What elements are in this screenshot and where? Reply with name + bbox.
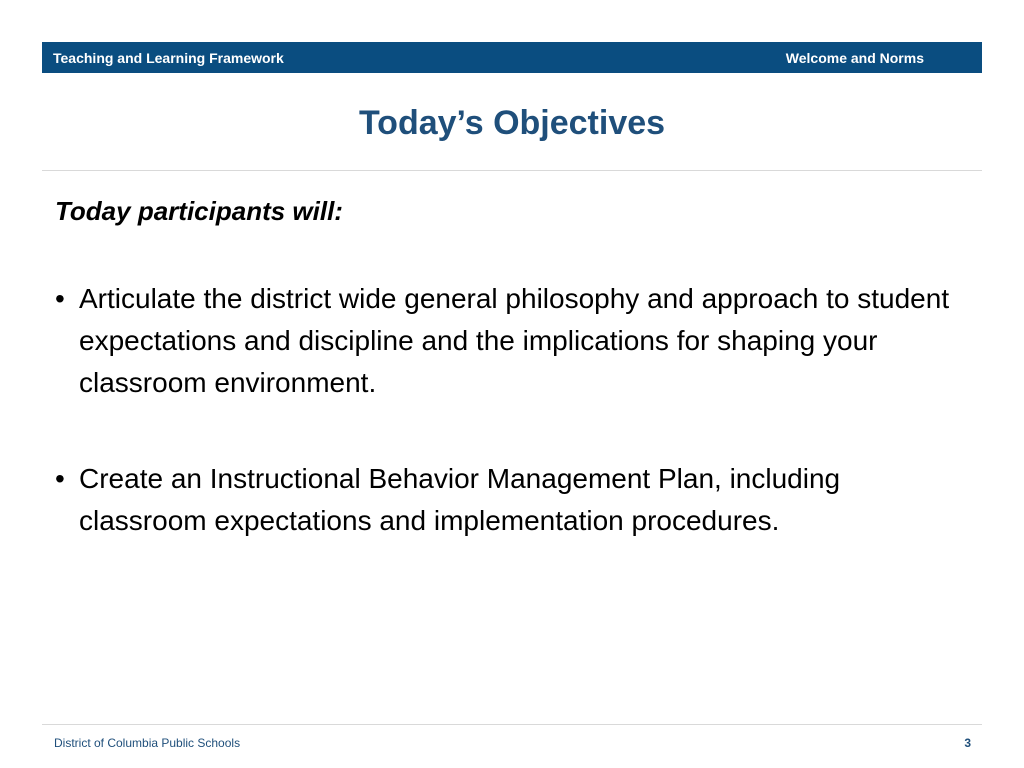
header-bar	[42, 42, 982, 73]
slide-title: Today’s Objectives	[358, 104, 666, 142]
objectives-list	[55, 278, 955, 596]
objective-item	[55, 278, 955, 404]
header-section-title: Teaching and Learning Framework	[53, 50, 284, 66]
objective-text: Articulate the district wide general philosophy and approach to student expectations and discipline and the implications for shaping your classroom environment.	[79, 283, 950, 398]
footer-divider	[42, 724, 982, 725]
objective-item	[55, 458, 955, 542]
page-number: 3	[964, 736, 971, 750]
bullet-marker: •	[55, 463, 65, 494]
header-module-title: Welcome and Norms	[785, 50, 924, 66]
footer-organization: District of Columbia Public Schools	[54, 736, 241, 750]
title-divider	[42, 170, 982, 171]
objective-text: Create an Instructional Behavior Management Plan, including classroom expectations and implementation procedures.	[79, 463, 841, 536]
bullet-marker: •	[55, 283, 65, 314]
lead-text: Today participants will:	[55, 196, 343, 226]
